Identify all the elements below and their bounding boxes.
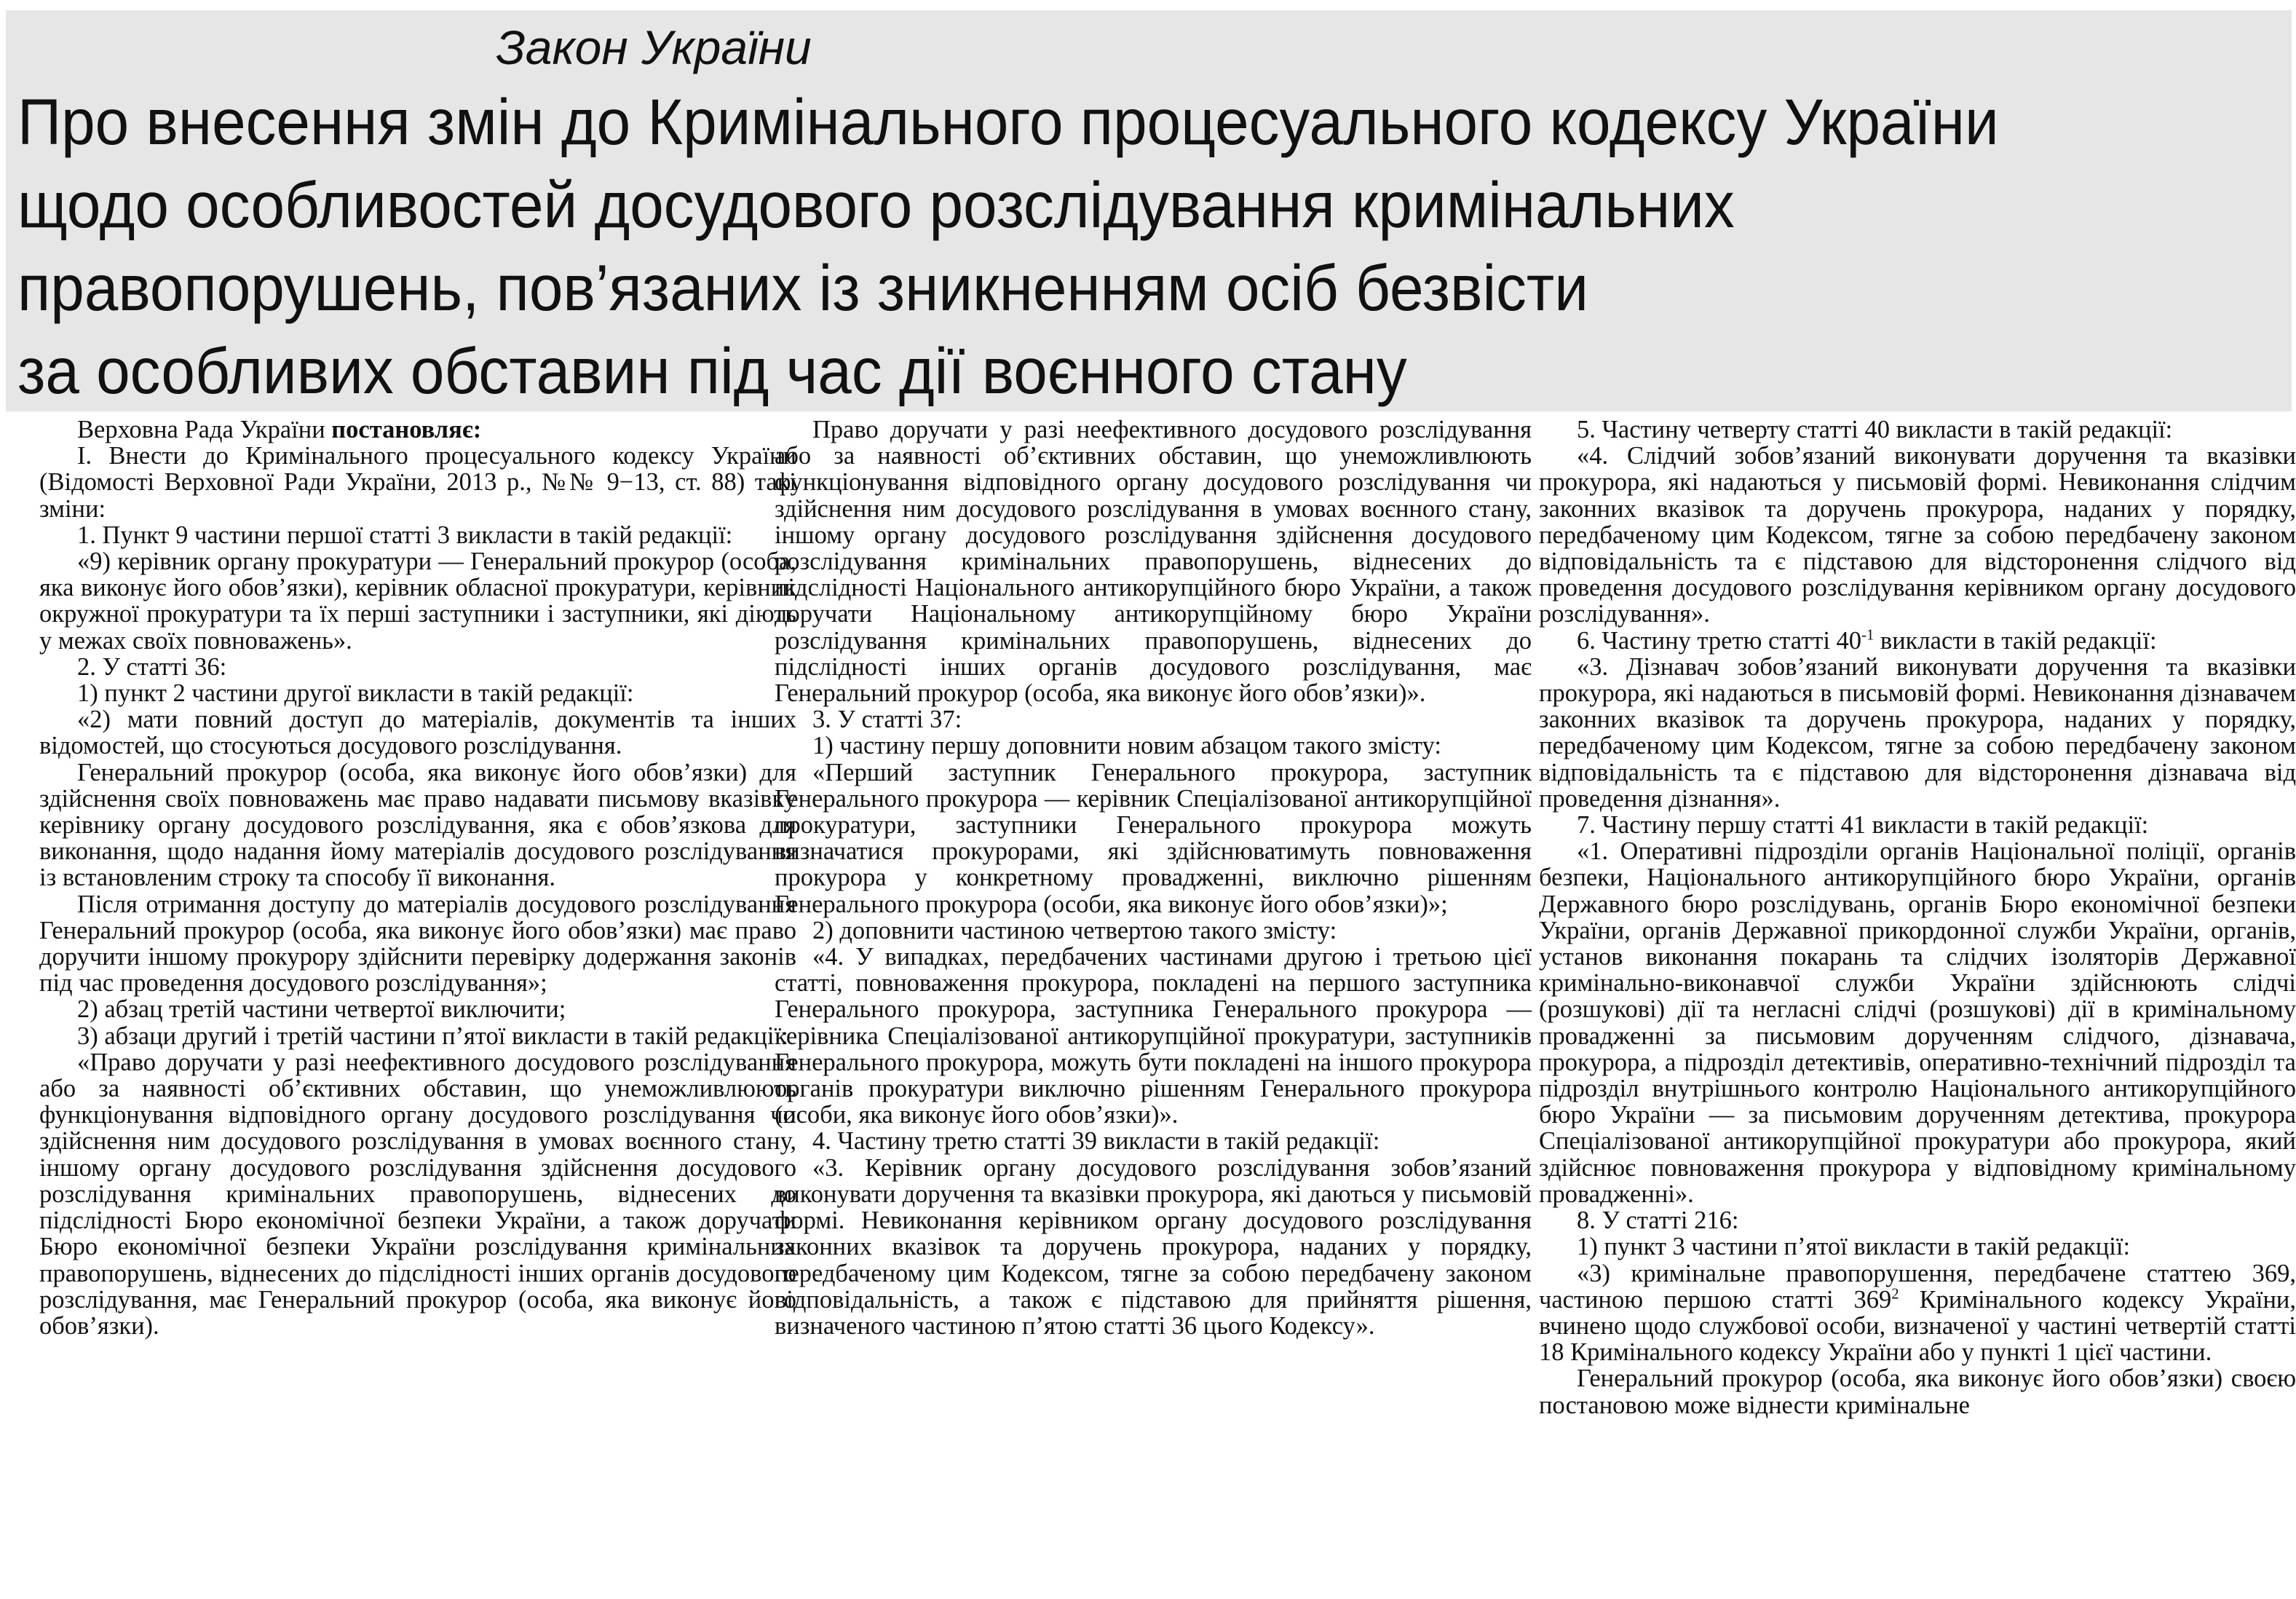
paragraph: 7. Частину першу статті 41 викласти в такій редакції:	[1577, 811, 2149, 840]
paragraph: Після отримання доступу до матеріалів досудового розслідування Генеральний прокурор (особа, яка виконує його обов’язки) має право доручити іншому прокурору здійснити перевірку додержання законів під час проведення досудового розслідування»;	[39, 890, 796, 998]
paragraph: «1. Оперативні підрозділи органів Національної поліції, органів безпеки, Національного антикорупційного бюро України, органів Державного бюро розслідувань, органів Бюро економічної безпеки України, органів Державної прикордонної служби України, органів, установ виконання покарань та слідчих ізоляторів Державної кримінально-виконавчої служби України здійснюють слідчі (розшукові) дії та негласні слідчі (розшукові) дії в кримінальному провадженні за письмовим дорученням слідчого, дізнавача, прокурора, а підрозділ детективів, оперативно-технічний підрозділ та підрозділ внутрішнього контролю Національного антикорупційного бюро України — за письмовим дорученням детектива, прокурора Спеціалізованої антикорупційної прокуратури або прокурора, який здійснює повноваження прокурора у відповідному кримінальному провадженні».	[1539, 837, 2296, 1208]
text-column-2	[775, 416, 1532, 1589]
paragraph: 5. Частину четверту статті 40 викласти в такій редакції:	[1577, 416, 2173, 443]
title-line: правопорушень, пов’язаних із зникненням осіб безвісти	[17, 251, 1588, 324]
paragraph: «3. Дізнавач зобов’язаний виконувати доручення та вказівки прокурора, які надаються в письмовій формі. Невиконання дізнавачем законних вказівок та доручень прокурора, наданих у порядку, передбаченому цим Кодексом, тягне за собою передбачену законом відповідальність та є підставою для відсторонення дізнавача від проведення дізнання».	[1539, 652, 2296, 813]
law-kicker: Закон України	[496, 20, 812, 74]
paragraph: «2) мати повний доступ до матеріалів, документів та інших відомостей, що стосуються досудового розслідування.	[39, 706, 796, 760]
paragraph: «4. У випадках, передбачених частинами другою і третьою цієї статті, повноваження прокурора, покладені на першого заступника Генерального прокурора, заступника Генерального прокурора — керівника Спеціалізованої антикорупційної прокуратури, заступників Генерального прокурора, можуть бути покладені на іншого прокурора органів прокуратури виключно рішенням Генерального прокурора (особи, яка виконує його обов’язки)».	[775, 943, 1532, 1129]
article-superscript: -1	[1861, 627, 1875, 644]
paragraph: Право доручати у разі неефективного досудового розслідування або за наявності об’єктивних обставин, що унеможливлюють функціонування відповідного органу досудового розслідування чи здійснення ним досудового розслідування в умовах воєнного стану, іншому органу досудового розслідування здійснення досудового розслідування кримінальних правопорушень, віднесених до підслідності Національного антикорупційного бюро України, а також доручати Національному антикорупційному бюро України розслідування кримінальних правопорушень, віднесених до підслідності інших органів досудового розслідування, має Генеральний прокурор (особа, яка виконує його обов’язки)».	[775, 416, 1532, 708]
text-column-1	[39, 416, 796, 1589]
paragraph-text: «3) кримінальне правопорушення, передбачене статтею 369, частиною першою статті 369	[1539, 1259, 2296, 1314]
paragraph: 1) пункт 3 частини п’ятої викласти в такій редакції:	[1577, 1233, 2131, 1261]
paragraph: 2) доповнити частиною четвертою такого змісту:	[812, 916, 1337, 944]
paragraph: Генеральний прокурор (особа, яка виконує його обов’язки) для здійснення своїх повноважень має право надавати письмову вказівку керівнику органу досудового розслідування, яка є обов’язкова для виконання, щодо надання йому матеріалів досудового розслідування із встановленим строку та способу її виконання.	[39, 758, 796, 892]
paragraph	[1539, 628, 2296, 654]
paragraph-text: 6. Частину третю статті 40	[1577, 626, 1862, 655]
paragraph: «3. Керівник органу досудового розслідування зобов’язаний виконувати доручення та вказівки прокурора, які даються у письмовій формі. Невиконання керівником органу досудового розслідування законних вказівок та доручень прокурора, наданих у порядку, передбаченому цим Кодексом, тягне за собою передбачену законом відповідальність, а також є підставою для прийняття рішення, визначеного частиною п’ятою статті 36 цього Кодексу».	[775, 1153, 1532, 1340]
paragraph: «Перший заступник Генерального прокурора, заступник Генерального прокурора — керівник Спеціалізованої антикорупційної прокуратури, заступники Генерального прокурора можуть визначатися прокурорами, які здійснюватимуть повноваження прокурора у конкретному провадженні, виключно рішенням Генерального прокурора (особи, яка виконує його обов’язки)»;	[775, 758, 1532, 918]
paragraph: 1. Пункт 9 частини першої статті 3 викласти в такій редакції:	[77, 521, 733, 549]
paragraph: 4. Частину третю статті 39 викласти в такій редакції:	[812, 1127, 1380, 1156]
text-column-3	[1539, 416, 2296, 1589]
intro-text: Верховна Рада України	[77, 416, 332, 443]
paragraph: 3. У статті 37:	[812, 706, 962, 734]
article-title	[17, 80, 2145, 412]
paragraph: 8. У статті 216:	[1577, 1207, 1739, 1235]
paragraph: «4. Слідчий зобов’язаний виконувати доручення та вказівки прокурора, які надаються у письмовій формі. Невиконання слідчим законних вказівок та доручень прокурора, наданих у порядку, передбаченому цим Кодексом, тягне за собою передбачену законом відповідальність та є підставою для відсторонення слідчого від проведення досудового розслідування керівником органу досудового розслідування».	[1539, 442, 2296, 628]
paragraph: 2) абзац третій частини четвертої виключити;	[77, 995, 566, 1024]
paragraph: Генеральний прокурор (особа, яка виконує його обов’язки) своєю постановою може віднести кримінальне	[1539, 1365, 2296, 1419]
paragraph-text: Кримінального кодексу України, вчинено щодо службової особи, визначеної у частині четвертій статті 18 Кримінального кодексу України або у пункті 1 цієї частини.	[1539, 1285, 2296, 1367]
title-line: щодо особливостей досудового розслідування кримінальних	[17, 168, 1735, 241]
title-line: Про внесення змін до Кримінального процесуального кодексу України	[17, 85, 1999, 158]
paragraph-text: викласти в такій редакції:	[1874, 626, 2157, 655]
paragraph: 1) пункт 2 частини другої викласти в такій редакції:	[77, 679, 634, 708]
intro-paragraph	[39, 416, 796, 443]
paragraph: 1) частину першу доповнити новим абзацом такого змісту:	[812, 732, 1441, 760]
article-header	[6, 10, 2292, 411]
intro-verb: постановляє:	[331, 416, 482, 443]
paragraph: «9) керівник органу прокуратури — Генеральний прокурор (особа, яка виконує його обов’язки), керівник обласної прокуратури, керівник окружної прокуратури та їх перші заступники і заступники, які діють у межах своїх повноважень».	[39, 548, 796, 655]
article-superscript: 2	[1891, 1286, 1899, 1303]
paragraph: «Право доручати у разі неефективного досудового розслідування або за наявності об’єктивних обставин, що унеможливлюють функціонування відповідного органу досудового розслідування чи здійснення ним досудового розслідування в умовах воєнного стану, іншому органу досудового розслідування здійснення досудового розслідування кримінальних правопорушень, віднесених до підслідності Бюро економічної безпеки України, а також доручати Бюро економічної безпеки України розслідування кримінальних правопорушень, віднесених до підслідності інших органів досудового розслідування, має Генеральний прокурор (особа, яка виконує його обов’язки).	[39, 1048, 796, 1340]
title-line: за особливих обставин під час дії воєнного стану	[17, 334, 1407, 407]
paragraph	[1539, 1260, 2296, 1366]
paragraph: 2. У статті 36:	[77, 652, 227, 681]
paragraph: 3) абзаци другий і третій частини п’ятої викласти в такій редакції:	[77, 1022, 788, 1050]
paragraph: I. Внести до Кримінального процесуального кодексу України (Відомості Верховної Ради України, 2013 р., №№ 9−13, ст. 88) такі зміни:	[39, 442, 796, 523]
